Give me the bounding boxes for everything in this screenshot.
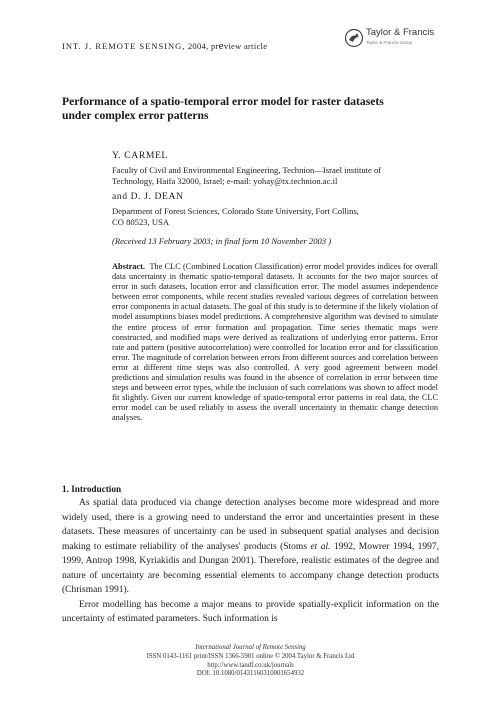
paragraph-text: 1992, Mowrer 1994, 1997, 1999, Antrop 1998, Kyriakidis and Dungan 2001). Therefore, realistic estimates of the degree and nature of uncertainty are becoming essential elements to accompany change detection products (Chrisman 1991). xyxy=(62,541,440,595)
publisher-tagline: Taylor & Francis Group xyxy=(366,40,413,45)
abstract-label: Abstract. xyxy=(112,262,145,271)
page-footer xyxy=(62,644,439,679)
paragraph-text: As spatial data produced via change detection analyses become more widespread and more widely used, there is a growing need to understand the error and uncertainties present in these datasets. These measures of uncertainty can be used in subsequent spatial analyses and decision making to estimate reliability of the analyses' products (Stoms xyxy=(62,498,439,552)
footer-journal: International Journal of Remote Sensing xyxy=(195,644,306,651)
running-head-pr: pr xyxy=(210,41,219,51)
affiliation-line: Technology, Haifa 32000, Israel; e-mail: yohay@tx.technion.ac.il xyxy=(112,176,338,186)
footer-doi: DOI: 10.1080/01431160310001654932 xyxy=(196,670,305,678)
publisher-logo-icon xyxy=(344,28,364,48)
abstract xyxy=(112,262,438,424)
received-dates: (Received 13 February 2003; in final form 10 November 2003 ) xyxy=(112,236,332,246)
author-name: Y. CARMEL xyxy=(112,150,168,161)
running-head-year: 2004, xyxy=(187,41,209,51)
publisher-logo xyxy=(342,26,452,54)
citation-et-al: et al. xyxy=(310,541,331,552)
publisher-name: Taylor & Francis xyxy=(366,27,435,38)
paragraph: Error modelling has become a major means to provide spatially-explicit information on the uncertainty of estimated parameters. Such information is xyxy=(62,599,439,624)
author-affiliation-1 xyxy=(112,165,438,187)
author-name: and D. J. DEAN xyxy=(112,191,184,202)
author-affiliation-2 xyxy=(112,206,438,228)
paper-title xyxy=(62,95,422,123)
affiliation-line: Faculty of Civil and Environmental Engineering, Technion—Israel institute of xyxy=(112,165,382,175)
footer-url[interactable]: http://www.tandf.co.uk/journals xyxy=(207,661,294,669)
author-block-1 xyxy=(112,150,438,161)
footer-issn: ISSN 0143-1161 print/ISSN 1366-5901 online © 2004 Taylor & Francis Ltd xyxy=(146,652,355,660)
affiliation-line: CO 80523, USA xyxy=(112,217,170,227)
paragraph xyxy=(62,496,439,598)
body-text xyxy=(62,496,439,627)
author-block-2 xyxy=(112,191,438,202)
title-line: Performance of a spatio-temporal error model for raster datasets xyxy=(62,95,384,108)
section-heading: 1. Introduction xyxy=(62,484,122,494)
running-head-journal: INT. J. REMOTE SENSING, xyxy=(62,41,186,51)
title-line: under complex error patterns xyxy=(62,109,209,122)
running-head xyxy=(62,40,267,52)
abstract-text: The CLC (Combined Location Classification) error model provides indices for overall data uncertainty in thematic spatio-temporal datasets. It accounts for the two major sources of error in such datasets, location error and classification error. The model assumes independence between error components, while recent studies revealed various degrees of correlation between error components in actual datasets. The goal of this study is to determine if the likely violation of model assumptions biases model predictions. A comprehensive algorithm was devised to simulate the entire process of error formation and propagation. Time series thematic maps were constructed, and modified maps were derived as realizations of underlying error patterns. Error rate and pattern (positive autocorrelation) were controlled for location error and for classification error. The magnitude of correlation between errors from different sources and correlation between error at different time steps was also controlled. A very good agreement between model predictions and simulation results was found in the absence of correlation in error between time steps and between error types, while the inclusion of such correlations was shown to affect model fit slightly. Given our current knowledge of spatio-temporal error patterns in real data, the CLC error model can be used reliably to assess the overall uncertainty in thematic change detection analyses. xyxy=(112,262,438,423)
running-head-e: e xyxy=(218,40,224,52)
running-head-view: view article xyxy=(223,41,268,51)
affiliation-line: Department of Forest Sciences, Colorado State University, Fort Collins, xyxy=(112,206,359,216)
